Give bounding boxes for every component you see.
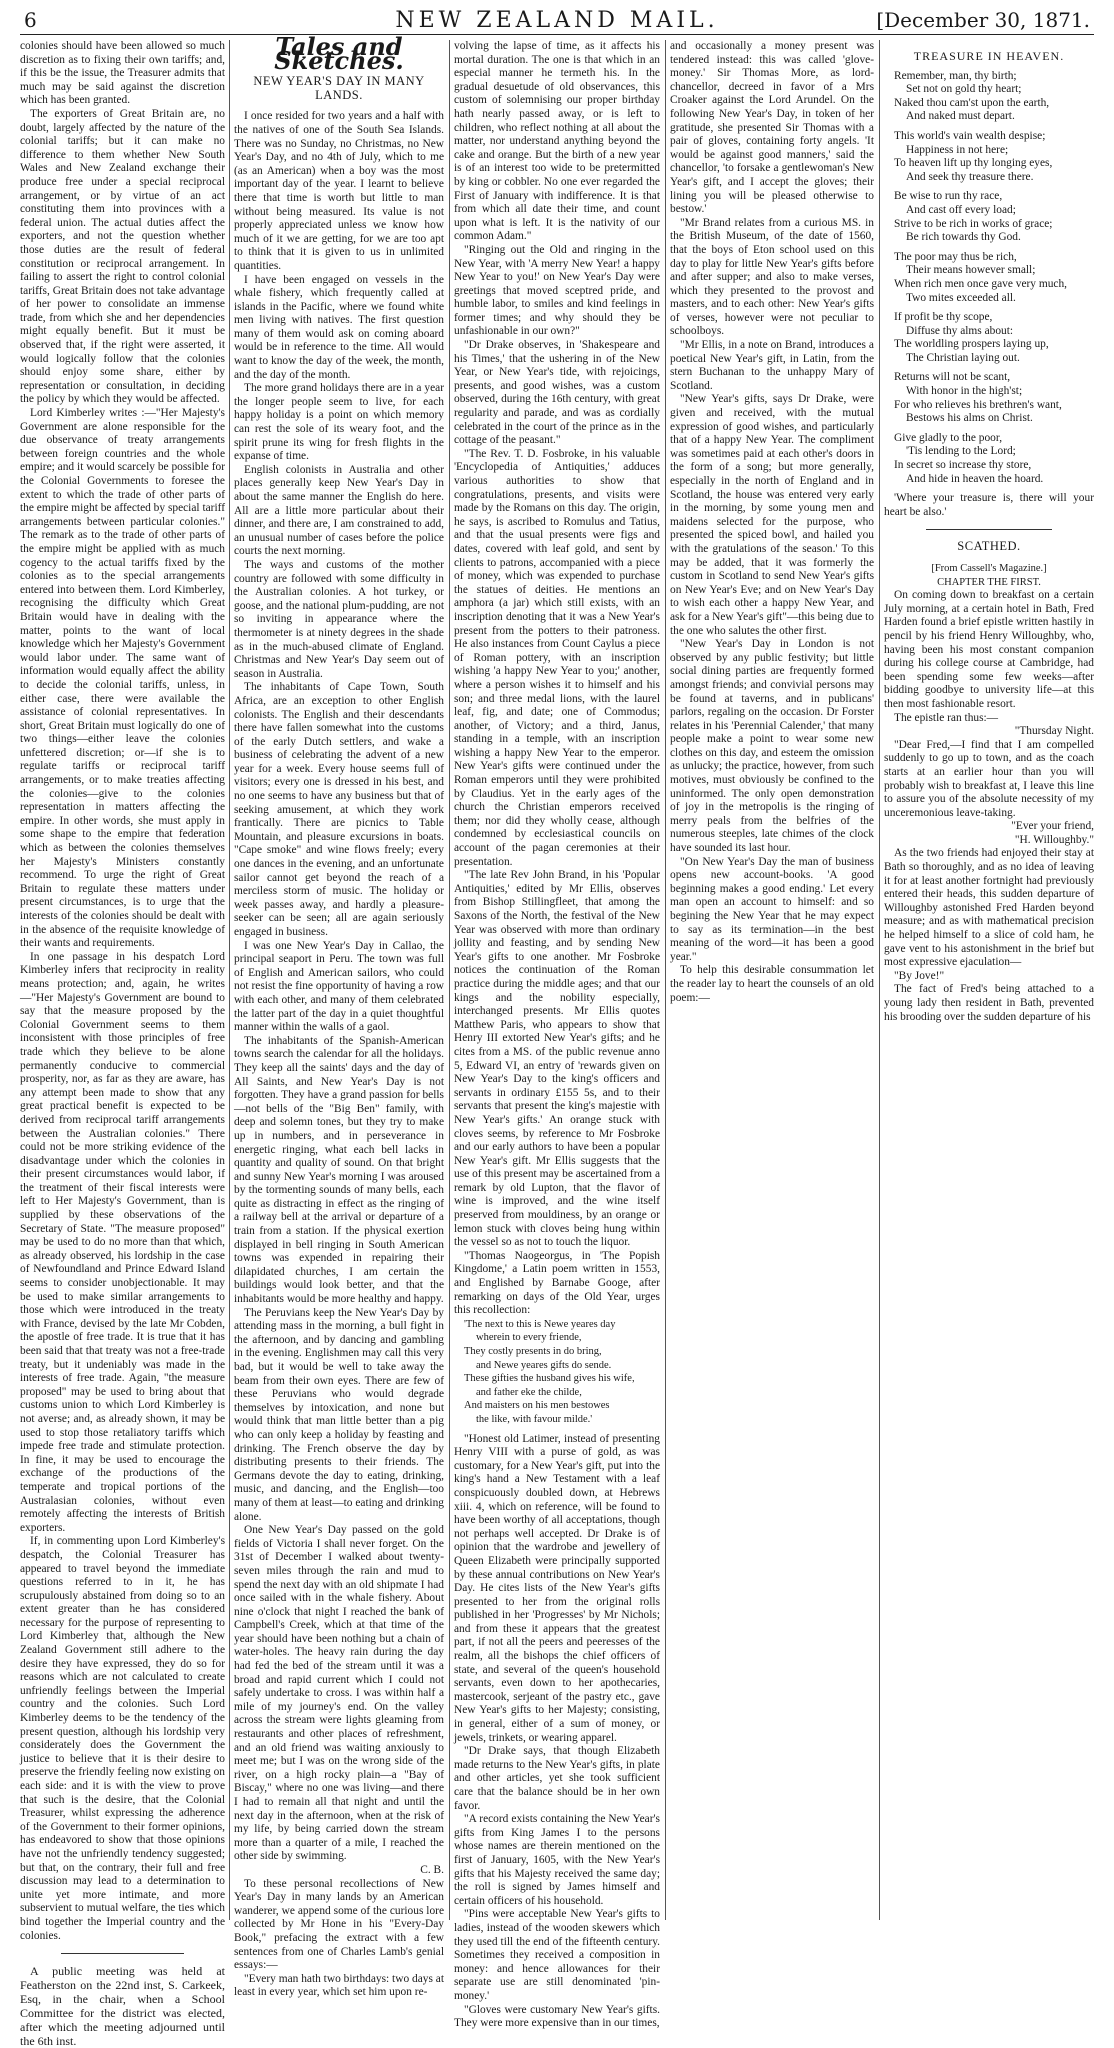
- poem-stanza: [894, 371, 1094, 425]
- poem-line: Strive to be rich in works of grace;: [894, 217, 1053, 230]
- article-paragraph: In one passage in his despatch Lord Kimberley infers that reciprocity in reality means protection; and, again, he writes —"Her Majesty's Government are bound to say that the measure proposed by the Colonial Government seems to them inconsistent with those principles of free trade which they believe to be alone permanently conducive to commercial prosperity, nor, as far as they are aware, has any attempt been made to show that any great practical benefit is expected to be derived from reciprocal tariff arrangements between the Australian colonies." There could not be more striking evidence of the disadvantage under which the colonies in their present circumstances would labor, if the treatment of their fiscal interests were left to Her Majesty's Government, than is supplied by these observations of the Secretary of State. "The measure proposed" may be used to do no more than that which, as already observed, his lordship in the case of Newfoundland and Prince Edward Island seems to consider unobjectionable. It may be used to make similar arrangements to those which were introduced in the treaty with France, devised by the late Mr Cobden, the apostle of free trade. It is true that it has been said that that treaty was not a free-trade treaty, but it undeniably was made in the interests of free trade. Again, "the measure proposed" may be used to bring about that customs union to which Lord Kimberley is not averse; and, as already shown, it may be used to stop those retaliatory tariffs which impede free trade and stimulate protection. In fine, it may be used to encourage the exchange of the productions of the temperate and tropical portions of the Australasian colonies, without even remotely affecting the interests of British exporters.: [20, 950, 225, 1534]
- poem-line: Give gladly to the poor,: [894, 431, 1003, 444]
- column-5: [884, 40, 1094, 1920]
- article-paragraph: "Mr Ellis, in a note on Brand, introduces a poetical New Year's gift, in Latin, from the stern Buchanan to the unhappy Mary of Scotland.: [670, 339, 874, 392]
- poem-line: This world's vain wealth despise;: [894, 129, 1046, 142]
- article-paragraph: "The Rev. T. D. Fosbroke, in his valuable 'Encyclopedia of Antiquities,' adduces various authorities to show that congratulations, presents, and visits were made by the Romans on this day. The origin, he says, is ascribed to Romulus and Tatius, and that the usual presents were figs and dates, covered with leaf gold, and sent by clients to patrons, accompanied with a piece of money, which was expended to purchase the statues of deities. He mentions an amphora (a jar) which still exists, with an inscription denoting that it was a New Year's present from the potters to their patroness. He also instances from Count Caylus a piece of Roman pottery, with an inscription wishing 'a happy New Year to you;' another, where a person wishes it to himself and his son; and three medal lions, with the laurel leaf, fig, and date; one of Commodus; another, of Victory; and a third, Janus, standing in a temple, with an inscription wishing a happy New Year to the emperor. New Year's gifts were continued under the Roman emperors until they were prohibited by Claudius. Yet in the early ages of the church the Christian emperors received them; nor did they wholly cease, although condemned by ecclesiastical councils on account of the pagan ceremonies at their presentation.: [454, 447, 660, 868]
- article-paragraph: "Dr Drake says, that though Elizabeth made returns to the New Year's gifts, in plate and other articles, yet she took sufficient care that the balance should be in her own favor.: [454, 1745, 660, 1812]
- story-paragraph: As the two friends had enjoyed their stay at Bath so thoroughly, and as no idea of leaving it for at least another fortnight had previously entered their heads, this sudden departure of Willoughby astonished Fred Harden beyond measure; and as with mathematical precision he helped himself to a slice of cold ham, he gave vent to his astonishment in the brief but most expressive ejaculation—: [884, 847, 1094, 969]
- poem-line: Two mites exceeded all.: [906, 291, 1016, 304]
- article-paragraph: The more grand holidays there are in a year the longer people seem to live, for each happy holiday is a point on which memory can rest the sole of its weary foot, and the spirit prune its wing for fresh flights in the expanse of time.: [234, 382, 444, 463]
- article-paragraph: "Dr Drake observes, in 'Shakespeare and his Times,' that the ushering in of the New Year, or New Year's tide, with rejoicings, presents, and good wishes, was a custom observed, during the 16th century, with great regularity and parade, and was as cordially celebrated in the court of the prince as in the cottage of the peasant.": [454, 339, 660, 447]
- article-paragraph: "The late Rev John Brand, in his 'Popular Antiquities,' edited by Mr Ellis, observes from Bishop Stillingfleet, that among the Saxons of the North, the festival of the New Year was observed with more than ordinary jollity and feasting, and by sending New Year's gifts to one another. Mr Fosbroke notices the continuation of the Roman practice during the middle ages; and that our kings and the nobility especially, interchanged presents. Mr Ellis quotes Matthew Paris, who appears to show that Henry III extorted New Year's gifts; and he cites from a MS. of the public revenue anno 5, Edward VI, an entry of 'rewards given on New Year's Day to the king's officers and servants in ordinary £155 5s, and to their servants that present the king's majestie with New Year's gifts.' An orange stuck with cloves seems, by reference to Mr Fosbroke and our early authors to have been a popular New Year's gift. Mr Ellis suggests that the use of this present may be ascertained from a remark by old Lupton, that the flavor of wine is improved, and the wine itself preserved from mouldiness, by an orange or lemon stuck with cloves being hung within the vessel so as not to touch the liquor.: [454, 869, 660, 1249]
- article-paragraph: "Gloves were customary New Year's gifts. They were more expensive than in our times,: [454, 2003, 660, 2030]
- poem-line: And cast off every load;: [906, 203, 1016, 216]
- verse-line: They costly presents in do bring,: [464, 1346, 602, 1357]
- poem-title: TREASURE IN HEAVEN.: [913, 49, 1065, 63]
- article-paragraph: To these personal recollections of New Year's Day in many lands by an American wanderer, we append some of the curious lore collected by Mr Hone in his "Every-Day Book," prefacing the extract with a few sentences from one of Charles Lamb's genial essays:—: [234, 1877, 444, 1972]
- article-paragraph: "A record exists containing the New Year's gifts from King James I to the persons whose names are therein mentioned on the first of January, 1605, with the New Year's gifts that his Majesty received the same day; the roll is signed by James himself and certain officers of his household.: [454, 1813, 660, 1907]
- column-rule: [665, 40, 666, 1920]
- article-paragraph: colonies should have been allowed so much discretion as to fixing their own tariffs; and, if this be the issue, the Treasurer admits that much may be said against the discretion which has been granted.: [20, 40, 225, 107]
- verse-line: and Newe yeares gifts do sende.: [476, 1359, 612, 1371]
- poem-line: Diffuse thy alms about:: [906, 324, 1014, 337]
- verse-line: and father eke the childe,: [476, 1386, 582, 1398]
- story-source: [From Cassell's Magazine.]: [931, 563, 1047, 574]
- poem-line: To heaven lift up thy longing eyes,: [894, 157, 1053, 170]
- article-paragraph: "New Year's gifts, says Dr Drake, were given and received, with the mutual expression of good wishes, and particularly that of a happy New Year. The compliment was sometimes paid at each other's doors in the form of a song; but more generally, especially in the north of England and in Scotland, the house was entered very early in the morning, by some young men and maidens selected for the purpose, who presented the spiced bowl, and hailed you with the gratulations of the season.' To this may be added, that it was formerly the custom in Scotland to send New Year's gifts on New Year's Eve; and on New Year's Day to wish each other a happy New Year, and ask for a New Year's gift"—this being due to the one who salutes the other first.: [670, 393, 874, 637]
- poem-line: 'Tis lending to the Lord;: [906, 445, 1016, 458]
- column-rule: [449, 40, 450, 1920]
- article-title: NEW YEAR'S DAY IN MANY LANDS.: [253, 74, 425, 102]
- section-title: Tales and Sketches.: [274, 32, 404, 75]
- verse-line: 'The next to this is Newe yeares day: [464, 1318, 616, 1330]
- poem-stanza: [894, 251, 1094, 305]
- poem-line: Set not on gold thy heart;: [906, 83, 1022, 96]
- verse-line: These gifties the husband gives his wife,: [464, 1373, 635, 1385]
- verse-line: wherein to every friende,: [476, 1332, 582, 1344]
- poem-line: Happiness in not here;: [906, 143, 1009, 156]
- poem-stanza: [894, 70, 1094, 124]
- poem-line: Returns will not be scant,: [894, 371, 1011, 384]
- column-4: [670, 40, 874, 1920]
- letter-date: "Thursday Night.: [1014, 725, 1094, 738]
- article-paragraph: "Honest old Latimer, instead of presenting Henry VIII with a purse of gold, as was customary, for a New Year's gift, put into the king's hand a New Testament with a leaf conspicuously doubled down, at Hebrews xiii. 4, which on reference, will be found to have been worthy of all acceptations, though not perhaps well accepted. Dr Drake is of opinion that the wardrobe and jewellery of Queen Elizabeth were principally supported by these annual contributions on New Year's Day. He cites lists of the New Year's gifts presented to her from the original rolls published in her 'Progresses' by Mr Nichols; and from these it appears that the greatest part, if not all the peers and peeresses of the realm, all the bishops the chief officers of state, and several of the queen's household servants, even down to her apothecaries, mastercook, serjeant of the pastry etc., gave New Year's gifts to her Majesty; consisting, in general, either of a sum of money, or jewels, trinkets, or wearing apparel.: [454, 1432, 660, 1744]
- column-rule: [879, 40, 880, 1920]
- article-paragraph: "Every man hath two birthdays: two days at least in every year, which set him upon re-: [234, 1972, 444, 1999]
- poem-line: Their means however small;: [906, 264, 1036, 277]
- poem-line: In secret so increase thy store,: [894, 459, 1032, 472]
- poem-stanza: [894, 190, 1094, 244]
- article-paragraph: I was one New Year's Day in Callao, the principal seaport in Peru. The town was full of English and American sailors, who could not resist the fine opportunity of having a row with each other, and many of them celebrated the latter part of the day in a quiet thoughtful manner within the walls of a gaol.: [234, 939, 444, 1034]
- poem-stanza: [894, 130, 1094, 184]
- verse-quote: [464, 1318, 660, 1427]
- column-rule: [229, 40, 230, 1920]
- poem-line: If profit be thy scope,: [894, 311, 993, 324]
- poem-line: Be rich towards thy God.: [906, 231, 1021, 244]
- poem-line: Bestows his alms on Christ.: [906, 412, 1033, 425]
- column-2: [234, 32, 444, 1999]
- article-paragraph: "New Year's Day in London is not observed by any public festivity; but little social dining parties are frequently formed amongst friends; and convivial persons may be found at taverns, and in publicans' parlors, regaling on the occasion. Dr Forster relates in his 'Perennial Calender,' that many people make a point to wear some new clothes on this day, and esteem the omission as unlucky; the practice, however, from such motives, must obviously be confined to the uninformed. The only open demonstration of joy in the metropolis is the ringing of merry peals from the belfries of the numerous steeples, late chimes of the clock have sounded its last hour.: [670, 638, 874, 855]
- poem-line: The Christian laying out.: [906, 351, 1020, 364]
- page-header: [20, 6, 1094, 35]
- poem-stanza: [894, 311, 1094, 365]
- article-paragraph: "Ringing out the Old and ringing in the New Year, with 'A merry New Year! a happy New Year to you!' on New Year's Day were greetings that moved sceptred pride, and humble labor, to smiles and kind feelings in former times; and why should they be unfashionable in our own?": [454, 243, 660, 338]
- column-1: [20, 40, 225, 2048]
- letter-closing: "Ever your friend,: [1011, 820, 1094, 833]
- masthead: NEW ZEALAND MAIL.: [395, 8, 719, 33]
- article-paragraph: "Mr Brand relates from a curious MS. in the British Museum, of the date of 1560, that the boys of Eton school used on this day to play for little New Year's gifts before and after supper; and also to make verses, which they presented to the provost and masters, and to each other: New Year's gifts of verses, however were not peculiar to schoolboys.: [670, 216, 874, 338]
- article-paragraph: To help this desirable consummation let the reader lay to heart the counsels of an old poem:—: [670, 964, 874, 1004]
- chapter-heading: CHAPTER THE FIRST.: [937, 576, 1041, 588]
- page-number: 6: [24, 8, 37, 32]
- poem-line: Be wise to run thy race,: [894, 190, 1003, 203]
- article-paragraph: I once resided for two years and a half with the natives of one of the South Sea Islands. There was no Sunday, no Christmas, no New Year's Day, and no 4th of July, which to me (as an American) when a boy was the most important day of the year. I learnt to believe there that time is worth but little to man without being measured. Its value is not properly appreciated unless we know how much of it we are getting, for we are too apt to think that it is given to us in unlimited quantities.: [234, 110, 444, 272]
- article-paragraph: English colonists in Australia and other places generally keep New Year's Day in about the same manner the English do here. All are a little more particular about their dinner, and there are, I am constrained to add, an unusual number of cases before the police courts the next morning.: [234, 463, 444, 558]
- author-signature: C. B.: [420, 1863, 444, 1876]
- article-paragraph: Lord Kimberley writes :—"Her Majesty's Government are alone responsible for the due observance of treaty arrangements between foreign countries and the whole empire; and it would scarcely be possible for the Colonial Governments to foresee the extent to which the trade of other parts of the empire might be affected by special tariff arrangements between particular colonies." The remark as to the trade of other parts of the empire might be applied with as much cogency to the actual tariffs fixed by the colonies as to the special arrangements entered into between them. Lord Kimberley, recognising the difficulty which Great Britain would have in dealing with the matter, points to the want of local knowledge which her Majesty's Government would labor under. The same want of information would equally affect the ability to decide the colonial tariffs, unless, in either case, there were available the assistance of colonial representatives. In short, Great Britain must logically do one of two things—either leave the colonies unfettered discretion; or—if she is to regulate tariffs or reciprocal tariff arrangements, or to make treaties affecting the colonies—give to the colonies representation in matters affecting the empire. In other words, she must apply in some shape to the empire that federation which as between the colonies themselves her Majesty's Ministers constantly recommend. To urge the right of Great Britain to regulate these matters under present circumstances, is to urge that the interests of the colonies should be dealt with in the absence of the requisite knowledge of their wants and requirements.: [20, 407, 225, 950]
- meeting-notice: A public meeting was held at Featherston on the 22nd inst, S. Carkeek, Esq, in the chair, when a School Committee for the district was elected, after which the meeting adjourned until the 6th inst.: [20, 1964, 225, 2048]
- article-paragraph: I have been engaged on vessels in the whale fishery, which frequently called at islands in the Pacific, where we found white men living with natives. The first question many of them would ask on coming aboard would be in reference to the time. All would want to know the day of the week, the month, and the day of the month.: [234, 273, 444, 381]
- poem-line: With honor in the high'st;: [906, 385, 1023, 398]
- article-paragraph: The exporters of Great Britain are, no doubt, largely affected by the nature of the colonial tariffs; but it can make no difference to them whether New South Wales and New Zealand exchange their produce free under a special reciprocal arrangement, or by virtue of an act constituting them into provinces with a federal union. The actual duties affect the exporters, and not the question whether those duties are the result of federal constitution or reciprocal arrangement. In failing to assert the right to control colonial tariffs, Great Britain does not take advantage of her power to consolidate an immense trade, from which she and her dependencies might equally benefit. But it must be observed that, if the right were asserted, it would logically follow that the colonies should enjoy some share, either by representation or consultation, in deciding the policy by which they would be affected.: [20, 107, 225, 406]
- poem-closing: 'Where your treasure is, there will your heart be also.': [884, 492, 1094, 518]
- poem-line: When rich men once gave very much,: [894, 277, 1068, 290]
- article-paragraph: The inhabitants of Cape Town, South Africa, are an exception to other English colonists. The English and their descendants there have fallen somewhat into the customs of the early Dutch settlers, and wake a business of celebrating the advent of a new year for a week. Every house seems full of visitors; every one is dressed in his best, and no one seems to have any business but that of seeking amusement, at which they work frantically. There are picnics to Table Mountain, and pleasure excursions in boats. "Cape smoke" and wine flows freely; every one dances in the evening, and an unfortunate sailor cannot get beyond the reach of a merciless storm of music. The holiday or week passes away, and hardly a pleasure-seeker can be seen; all are again seriously engaged in business.: [234, 681, 444, 938]
- article-paragraph: The inhabitants of the Spanish-American towns search the calendar for all the holidays. They keep all the saints' days and the day of All Saints, and New Year's Day is not forgotten. They have a grand passion for bells—not bells of the "Big Ben" family, with deep and solemn tones, but they try to make up in numbers, and in perseverance in energetic ringing, what each bell lacks in quantity and quality of sound. On that bright and sunny New Year's morning I was aroused by the tormenting sounds of many bells, each quite as distracting in effect as the ringing of a railway bell at the arrival or departure of a train from a station. If the physical exertion displayed in bell ringing in South American towns was expended in repairing their dilapidated churches, I am certain the buildings would look better, and that the inhabitants would be more healthy and happy.: [234, 1034, 444, 1306]
- article-end-rule: [61, 1953, 184, 1954]
- poem-line: Naked thou cam'st upon the earth,: [894, 96, 1050, 109]
- article-paragraph: volving the lapse of time, as it affects his mortal duration. The one is that which in an especial manner he termeth his. In the gradual desuetude of old observances, this custom of solemnising our proper birthday hath nearly passed away, or is left to children, who reflect nothing at all about the matter, nor understand anything beyond the cake and orange. But the birth of a new year is of an interest too wide to be pretermitted by king or cobbler. No one ever regarded the First of January with indifference. It is that from which all date their time, and count upon what is left. It is the nativity of our common Adam.": [454, 40, 660, 243]
- poem-line: For who relieves his brethren's want,: [894, 398, 1062, 411]
- poem-line: The worldling prospers laying up,: [894, 338, 1049, 351]
- poem-line: And hide in heaven the hoard.: [906, 472, 1044, 485]
- story-paragraph: On coming down to breakfast on a certain July morning, at a certain hotel in Bath, Fred Harden found a brief epistle written hastily in pencil by his friend Henry Willoughby, who, having been his most constant companion during his college course at Cambridge, had been spending some few weeks—after bidding goodbye to university life—at this then most fashionable resort.: [884, 589, 1094, 710]
- issue-date: [December 30, 1871.: [876, 8, 1090, 32]
- article-paragraph: and occasionally a money present was tendered instead: this was called 'glove-money.' Sir Thomas More, as lord-chancellor, decreed in favor of a Mrs Croaker against the Lord Arundel. On the following New Year's Day, in token of her gratitude, she presented Sir Thomas with a pair of gloves, containing forty angels. 'It would be against good manners,' said the chancellor, 'to forsake a gentlewoman's New Year's gift, and I accept the gloves; their lining you will be pleased otherwise to bestow.': [670, 40, 874, 216]
- story-paragraph: "By Jove!": [894, 969, 945, 982]
- poem-stanza: [894, 432, 1094, 486]
- poem-line: The poor may thus be rich,: [894, 250, 1017, 263]
- article-paragraph: The Peruvians keep the New Year's Day by attending mass in the morning, a bull fight in the afternoon, and by dancing and gambling in the evening. Englishmen may call this very bad, but it would be well to take away the beam from their own eyes. There are few of these Peruvians who would degrade themselves by intoxication, and none but would think that man little better than a pig who can only keep a holiday by feasting and drinking. The French observe the day by distributing presents to their friends. The Germans devote the day to eating, drinking, music, and dancing, and the English—too many of them at least—to eating and drinking alone.: [234, 1306, 444, 1523]
- verse-line: And maisters on his men bestowes: [464, 1400, 610, 1412]
- article-end-rule: [926, 529, 1052, 530]
- column-3: [454, 40, 660, 2030]
- article-paragraph: "On New Year's Day the man of business opens new account-books. 'A good beginning makes a good ending.' Let every man open an account to himself: and so begining the New Year that he may expect to say as its termination—in the best meaning of the word—it has been a good year.": [670, 855, 874, 963]
- article-paragraph: The ways and customs of the mother country are followed with some difficulty in the Australian colonies. A hot turkey, or goose, and the national plum-pudding, are not so inviting in appearance where the thermometer is at ninety degrees in the shade as in the much-abused climate of England. Christmas and New Year's Day seem out of season in Australia.: [234, 558, 444, 680]
- article-paragraph: One New Year's Day passed on the gold fields of Victoria I shall never forget. On the 31st of December I walked about twenty-seven miles through the rain and mud to spend the next day with an old shipmate I had once sailed with in the whale fishery. About nine o'clock that night I reached the bank of Campbell's Creek, which at that time of the year should have been nothing but a chain of water-holes. The heavy rain during the day had fed the bed of the stream until it was a broad and rapid current which I could not safely undertake to cross. I was within half a mile of my journey's end. On the valley across the stream were lights gleaming from restaurants and other places of refreshment, and an old friend was waiting anxiously to meet me; but I was on the wrong side of the river, on a high rocky plain—a "Bay of Biscay," where no one was living—and there I had to remain all that night and until the next day in the afternoon, when at the risk of my life, by being carried down the stream more than a quarter of a mile, I reached the other side by swimming.: [234, 1524, 444, 1863]
- article-paragraph: "Thomas Naogeorgus, in 'The Popish Kingdome,' a Latin poem written in 1553, and Englished by Barnabe Googe, after remarking on days of the Old Year, urges this recollection:: [454, 1249, 660, 1317]
- article-paragraph: If, in commenting upon Lord Kimberley's despatch, the Colonial Treasurer has appeared to travel beyond the immediate questions referred to in it, he has scrupulously abstained from doing so to an extent greater than he has considered necessary for the purpose of representing to Lord Kimberley that, although the New Zealand Government still adhere to the desire they have expressed, they do so for reasons which are not calculated to create unfriendly feelings between the Imperial country and the colonies. Such Lord Kimberley deems to be the tendency of the present question, although his lordship very considerately does the Government the justice to believe that it is their desire to preserve the friendly feeling now existing on each side: and it is with the view to prove that such is the desire, that the Colonial Treasurer, whilst expressing the adherence of the Government to their former opinions, has endeavored to show that those opinions have not the unfriendly tendency suggested; but that, on the contrary, their full and free discussion may lead to a determination to unite yet more intimate, and more subservient to mutual welfare, the ties which bind together the Imperial country and the colonies.: [20, 1535, 225, 1942]
- letter-signature: "H. Willoughby.": [1014, 833, 1094, 846]
- story-paragraph: The fact of Fred's being attached to a young lady then resident in Bath, prevented his brooding over the sudden departure of his: [884, 983, 1094, 1023]
- poem-line: And seek thy treasure there.: [906, 170, 1034, 183]
- story-title: SCATHED.: [957, 539, 1021, 554]
- letter-body: "Dear Fred,—I find that I am compelled suddenly to go up to town, and as the coach starts at an earlier hour than you will probably wish to breakfast at, I leave this line to assure you of the absolute necessity of my unceremonious leave-taking.: [884, 738, 1094, 819]
- poem-line: Remember, man, thy birth;: [894, 69, 1017, 82]
- story-paragraph: The epistle ran thus:—: [894, 711, 999, 724]
- verse-line: the like, with favour milde.': [476, 1413, 593, 1425]
- article-paragraph: "Pins were acceptable New Year's gifts to ladies, instead of the wooden skewers which they used till the end of the fifteenth century. Sometimes they received a composition in money: and hence allowances for their separate use are still denominated 'pin-money.': [454, 1908, 660, 2002]
- poem-line: And naked must depart.: [906, 110, 1015, 123]
